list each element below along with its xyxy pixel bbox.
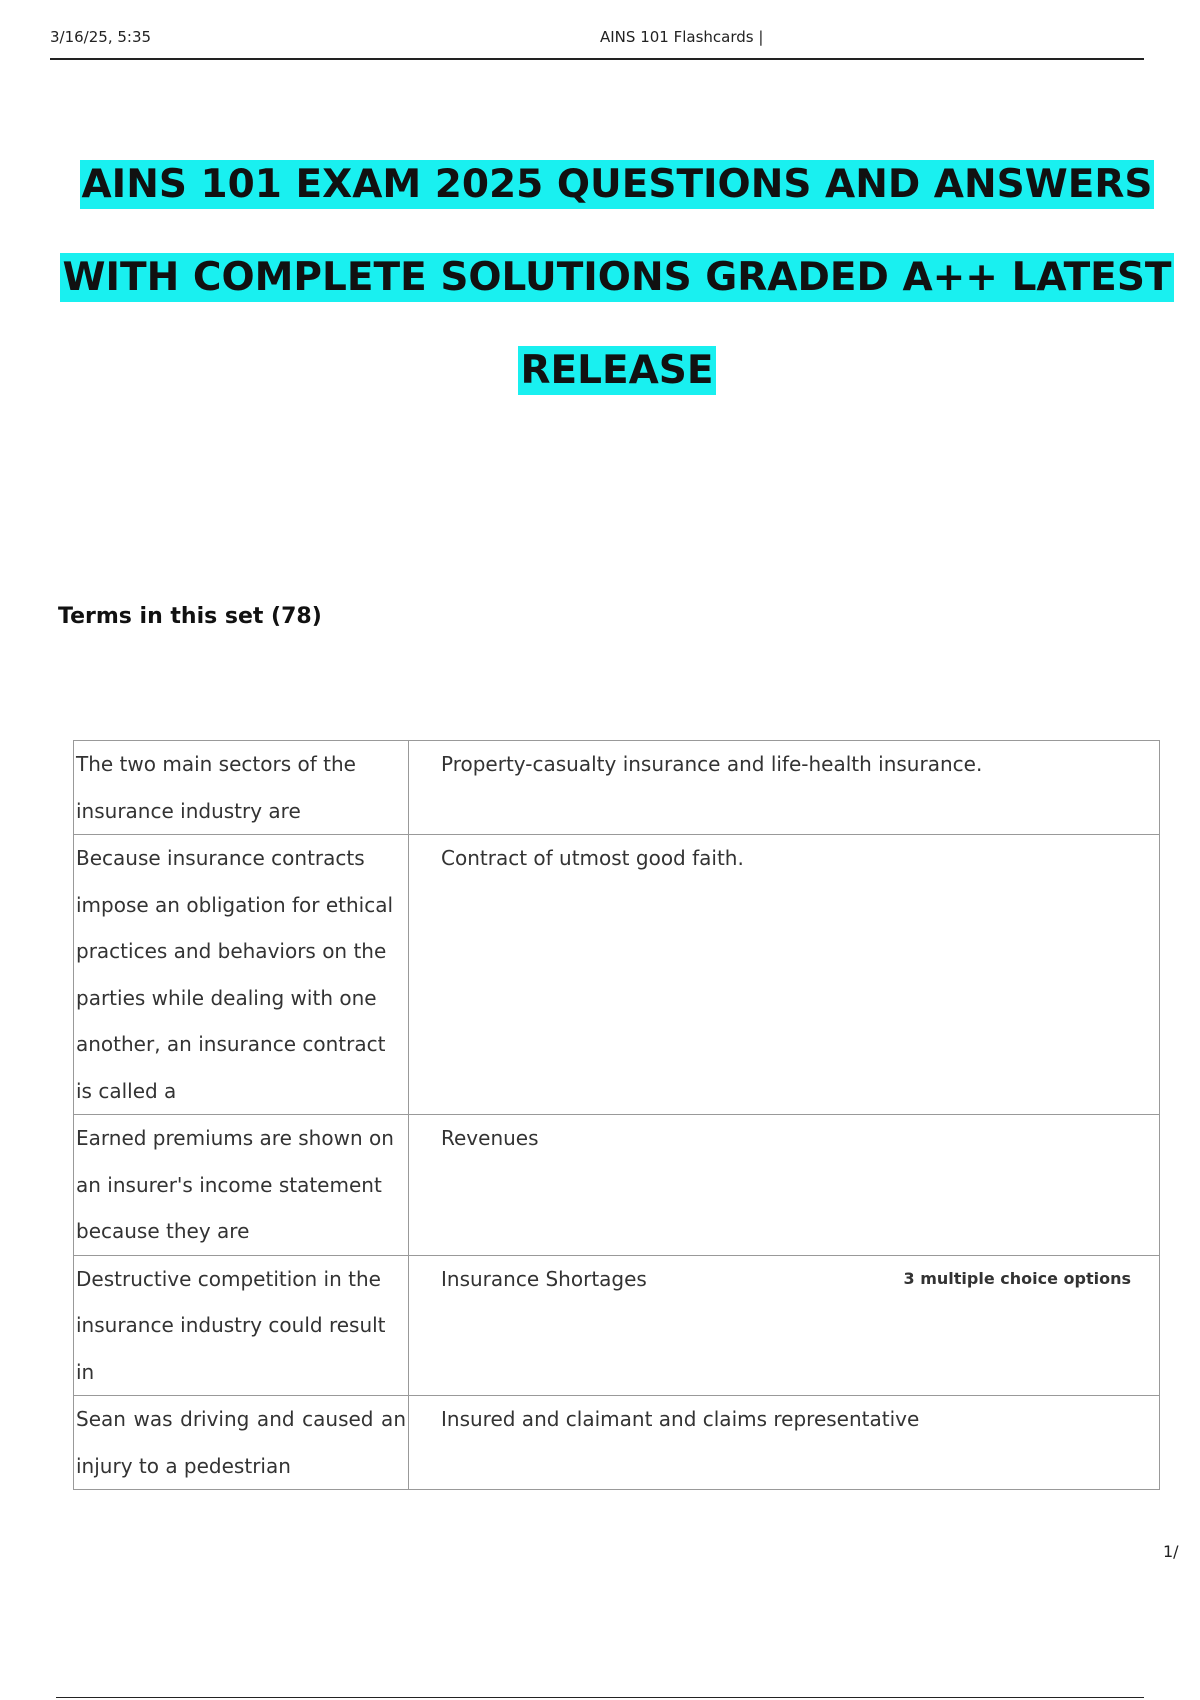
terms-table — [73, 740, 1160, 1490]
table-row — [74, 1115, 1160, 1256]
term-question: The two main sectors of the insurance industry are — [74, 741, 409, 835]
term-answer — [409, 741, 1160, 835]
table-row — [74, 1255, 1160, 1396]
main-title-line-3: RELEASE — [520, 348, 714, 393]
term-answer-text: Revenues — [441, 1126, 539, 1150]
term-answer — [409, 1396, 1160, 1490]
term-question: Destructive competition in the insurance industry could result in — [74, 1255, 409, 1396]
table-row — [74, 1396, 1160, 1490]
table-row — [74, 741, 1160, 835]
term-answer — [409, 1255, 1160, 1396]
term-answer — [409, 1115, 1160, 1256]
print-date: 3/16/25, 5:35 — [50, 28, 152, 46]
term-answer-text: Contract of utmost good faith. — [441, 846, 744, 870]
term-answer-text: Insurance Shortages — [441, 1266, 647, 1291]
term-question: Earned premiums are shown on an insurer's income statement because they are — [74, 1115, 409, 1256]
footer-divider — [56, 1697, 1144, 1698]
term-answer-text: Insured and claimant and claims representative — [441, 1407, 920, 1431]
main-title-line-2: WITH COMPLETE SOLUTIONS GRADED A++ LATEST — [62, 255, 1172, 300]
page-number: 1/ — [1163, 1542, 1179, 1561]
main-title — [0, 138, 1200, 417]
multiple-choice-badge: 3 multiple choice options — [903, 1268, 1131, 1288]
term-answer — [409, 835, 1160, 1115]
document-title: AINS 101 Flashcards | — [600, 28, 764, 46]
table-row — [74, 835, 1160, 1115]
term-question: Sean was driving and caused an injury to a pedestrian — [74, 1396, 409, 1490]
term-answer-text: Property-casualty insurance and life-health insurance. — [441, 752, 983, 776]
page-header — [50, 28, 1144, 60]
term-question: Because insurance contracts impose an obligation for ethical practices and behaviors on the parties while dealing with one another, an insurance contract is called a — [74, 835, 409, 1115]
terms-heading: Terms in this set (78) — [58, 604, 322, 629]
main-title-line-1: AINS 101 EXAM 2025 QUESTIONS AND ANSWERS — [81, 162, 1153, 207]
